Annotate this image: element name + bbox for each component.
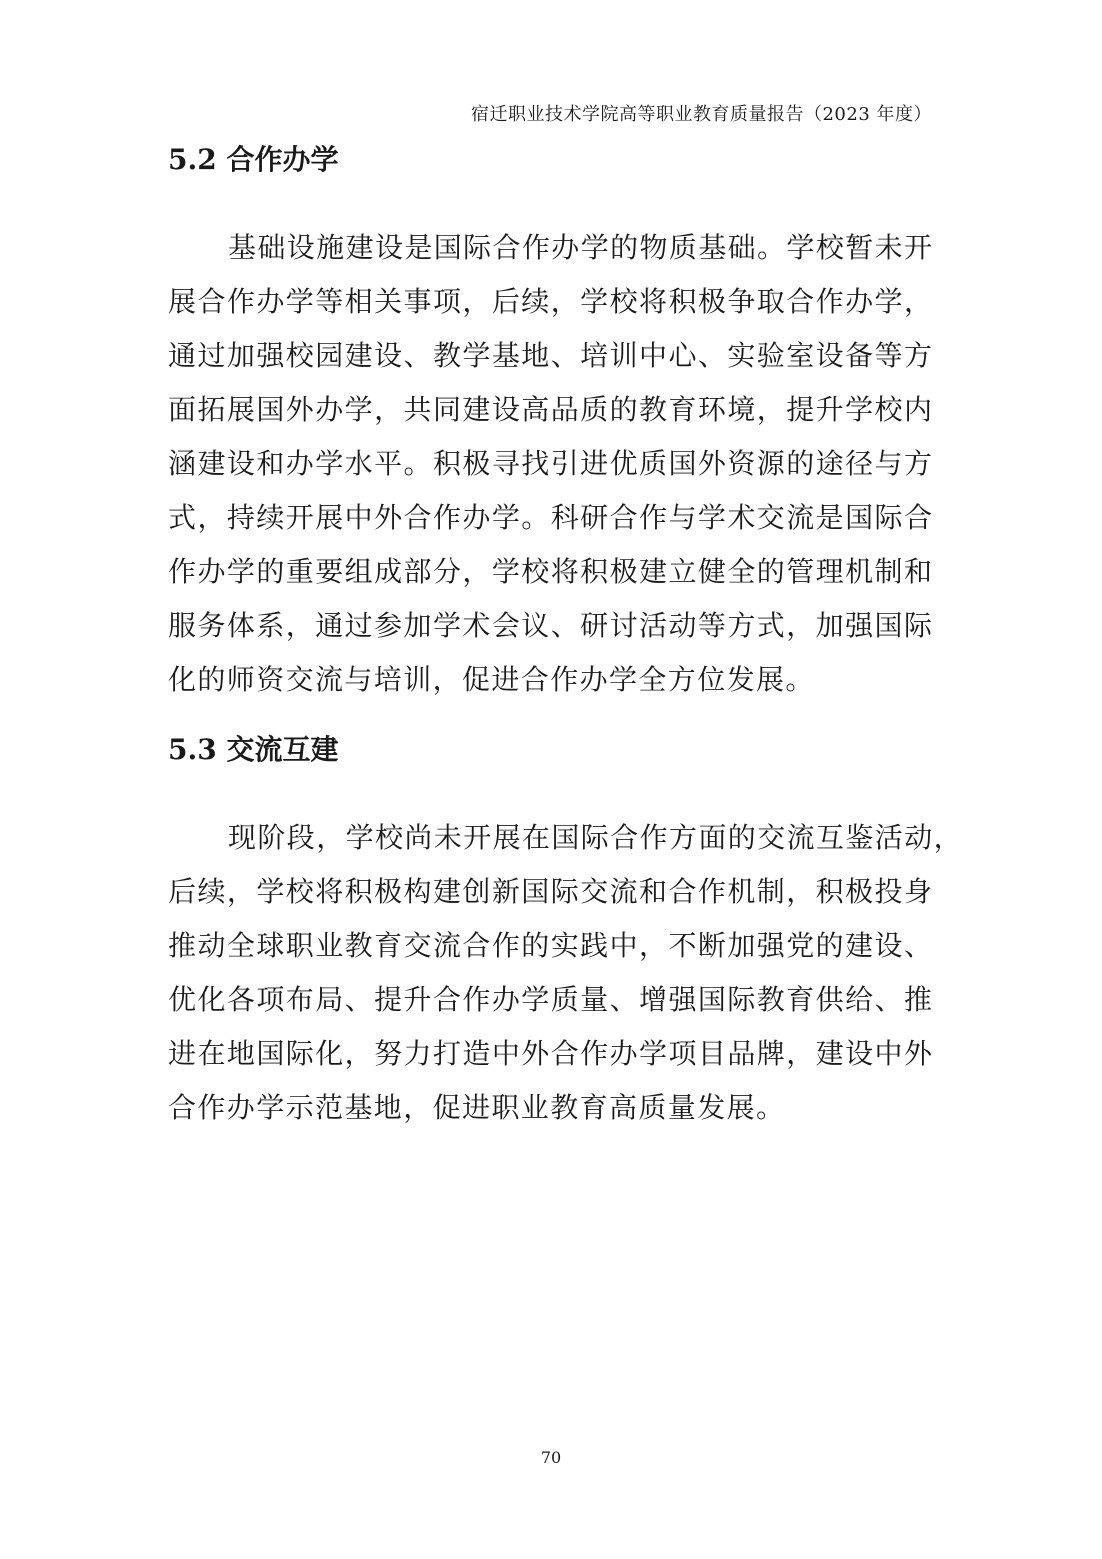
paragraph-line: 合作办学示范基地，促进职业教育高质量发展。 (168, 1091, 786, 1124)
section-heading-5-2: 5.2 合作办学 (168, 143, 339, 176)
page-number: 70 (540, 1448, 562, 1467)
paragraph-line: 后续，学校将积极构建创新国际交流和合作机制，积极投身 (168, 875, 932, 908)
paragraph-line: 展合作办学等相关事项，后续，学校将积极争取合作办学， (168, 285, 932, 318)
paragraph-5-2 (168, 221, 932, 707)
paragraph-line: 面拓展国外办学，共同建设高品质的教育环境，提升学校内 (168, 393, 932, 426)
section-heading-5-3: 5.3 交流互建 (168, 733, 339, 766)
paragraph-line: 现阶段，学校尚未开展在国际合作方面的交流互鉴活动， (228, 821, 964, 854)
paragraph-line: 式，持续开展中外合作办学。科研合作与学术交流是国际合 (168, 501, 932, 534)
paragraph-line: 化的师资交流与培训，促进合作办学全方位发展。 (168, 663, 815, 696)
paragraph-line: 推动全球职业教育交流合作的实践中，不断加强党的建设、 (168, 929, 932, 962)
paragraph-line: 优化各项布局、提升合作办学质量、增强国际教育供给、推 (168, 983, 932, 1016)
paragraph-line: 进在地国际化，努力打造中外合作办学项目品牌，建设中外 (168, 1037, 932, 1070)
paragraph-line: 基础设施建设是国际合作办学的物质基础。学校暂未开 (228, 231, 932, 264)
paragraph-line: 通过加强校园建设、教学基地、培训中心、实验室设备等方 (168, 339, 932, 372)
paragraph-line: 服务体系，通过参加学术会议、研讨活动等方式，加强国际 (168, 609, 932, 642)
paragraph-line: 作办学的重要组成部分，学校将积极建立健全的管理机制和 (168, 555, 932, 588)
paragraph-5-3 (168, 811, 964, 1135)
running-header: 宿迁职业技术学院高等职业教育质量报告（2023 年度） (470, 104, 932, 125)
paragraph-line: 涵建设和办学水平。积极寻找引进优质国外资源的途径与方 (168, 447, 932, 480)
